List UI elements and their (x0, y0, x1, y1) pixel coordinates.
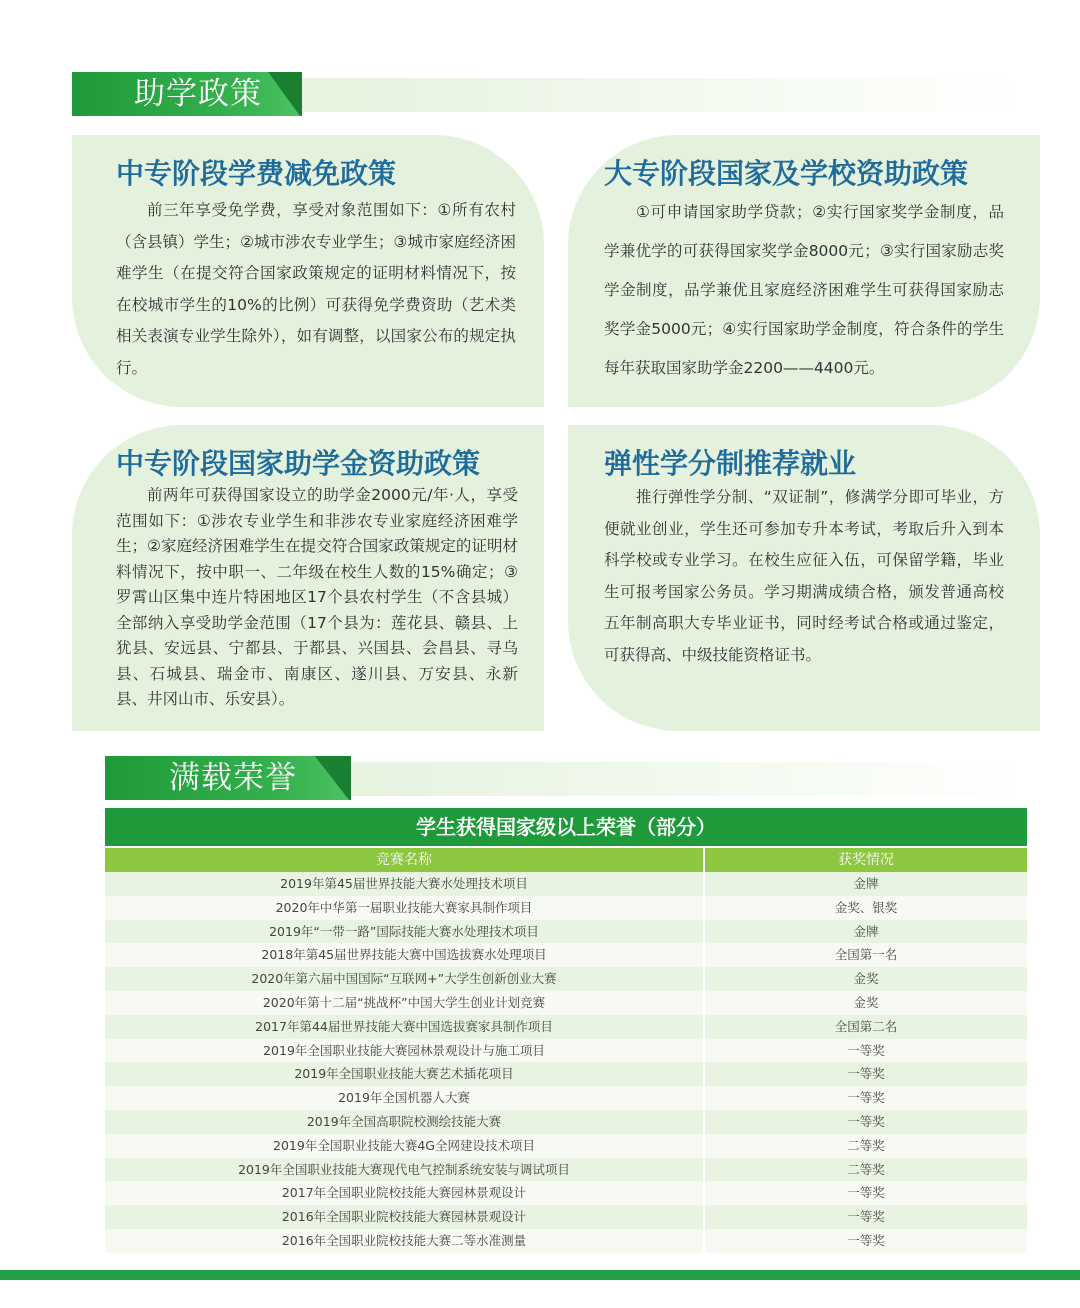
section-header-policy (72, 72, 1027, 116)
table-row (105, 1110, 1027, 1134)
policy-box-credit-system (568, 425, 1040, 731)
competition-name: 2019年全国职业技能大赛4G全网建设技术项目 (105, 1134, 705, 1158)
policy-box-college-aid (568, 135, 1040, 407)
award-result: 一等奖 (847, 1090, 885, 1106)
table-body (105, 872, 1027, 1253)
section-title: 助学政策 (134, 76, 262, 112)
competition-name: 2020年第六届中国国际“互联网+”大学生创新创业大赛 (105, 967, 705, 991)
table-row (105, 1181, 1027, 1205)
competition-name: 2017年全国职业院校技能大赛园林景观设计 (105, 1181, 705, 1205)
table-row (105, 943, 1027, 967)
table-row (105, 872, 1027, 896)
competition-name: 2016年全国职业院校技能大赛园林景观设计 (105, 1205, 705, 1229)
section-title: 满载荣誉 (169, 760, 297, 796)
policy-box-tuition (72, 135, 544, 407)
award-result: 金奖 (853, 971, 879, 987)
award-result: 全国第一名 (834, 947, 898, 963)
policy-box-grant (72, 425, 544, 731)
competition-name: 2016年全国职业院校技能大赛二等水准测量 (105, 1229, 705, 1253)
award-result: 全国第二名 (834, 1018, 898, 1034)
table-header (105, 848, 1027, 872)
table-row (105, 920, 1027, 944)
competition-name: 2019年全国职业技能大赛园林景观设计与施工项目 (105, 1039, 705, 1063)
table-row (105, 896, 1027, 920)
competition-name: 2019年第45届世界技能大赛水处理技术项目 (105, 872, 705, 896)
table-title: 学生获得国家级以上荣誉（部分） (105, 808, 1027, 846)
table-row (105, 1134, 1027, 1158)
table-row (105, 1229, 1027, 1253)
award-result: 二等奖 (847, 1161, 885, 1177)
honors-table (105, 808, 1027, 1253)
table-row (105, 967, 1027, 991)
award-result: 金牌 (853, 876, 879, 891)
section-header-honors (105, 756, 1027, 800)
competition-name: 2019年全国机器人大赛 (105, 1086, 705, 1110)
award-result: 一等奖 (847, 1232, 885, 1248)
policy-text: ①可申请国家助学贷款；②实行国家奖学金制度，品学兼优学的可获得国家奖学金8000元；③实行国家励志奖学金制度，品学兼优且家庭经济困难学生可获得国家励志奖学金5000元；④实行国家助学金制度，符合条件的学生每年获取国家助学金2200——4400元。 (604, 203, 1004, 377)
competition-name: 2018年第45届世界技能大赛中国选拔赛水处理项目 (105, 943, 705, 967)
column-header-award: 获奖情况 (838, 852, 894, 868)
policy-title: 中专阶段学费减免政策 (116, 157, 397, 190)
policy-text: 前两年可获得国家设立的助学金2000元/年·人，享受范围如下：①涉农专业学生和非涉农专业家庭经济困难学生；②家庭经济困难学生在提交符合国家政策规定的证明材料情况下，按中职一、二年级在校生人数的15%确定；③罗霄山区集中连片特困地区17个县农村学生（不含县城）全部纳入享受助学金范围（17个县为：莲花县、赣县、上犹县、安远县、宁都县、于都县、兴国县、会昌县、寻乌县、石城县、瑞金市、南康区、遂川县、万安县、永新县、井冈山市、乐安县）。 (116, 486, 518, 708)
award-result: 金牌 (853, 923, 879, 939)
award-result: 二等奖 (847, 1137, 885, 1153)
policy-text: 推行弹性学分制、“双证制”，修满学分即可毕业，方便就业创业，学生还可参加专升本考试，考取后升入到本科学校或专业学习。在校生应征入伍，可保留学籍，毕业生可报考国家公务员。学习期满成绩合格，颁发普通高校五年制高职大专毕业证书，同时经考试合格或通过鉴定，可获得高、中级技能资格证书。 (604, 488, 1004, 664)
competition-name: 2019年全国高职院校测绘技能大赛 (105, 1110, 705, 1134)
award-result: 一等奖 (847, 1113, 885, 1129)
policy-title: 中专阶段国家助学金资助政策 (116, 447, 481, 480)
award-result: 一等奖 (847, 1209, 885, 1225)
table-row (105, 1158, 1027, 1182)
policy-title: 大专阶段国家及学校资助政策 (604, 157, 969, 190)
table-row (105, 1205, 1027, 1229)
policy-text: 前三年享受免学费，享受对象范围如下：①所有农村（含县镇）学生；②城市涉农专业学生；③城市家庭经济困难学生（在提交符合国家政策规定的证明材料情况下，按在校城市学生的10%的比例）可获得免学费资助（艺术类相关表演专业学生除外），如有调整，以国家公布的规定执行。 (116, 201, 516, 377)
award-result: 一等奖 (847, 1042, 885, 1058)
competition-name: 2020年第十二届“挑战杯”中国大学生创业计划竞赛 (105, 991, 705, 1015)
award-result: 金奖 (853, 994, 879, 1010)
award-result: 一等奖 (847, 1185, 885, 1201)
table-row (105, 1086, 1027, 1110)
competition-name: 2019年全国职业技能大赛现代电气控制系统安装与调试项目 (105, 1158, 705, 1182)
award-result: 金奖、银奖 (834, 899, 898, 915)
competition-name: 2017年第44届世界技能大赛中国选拔赛家具制作项目 (105, 1015, 705, 1039)
footer-bar (0, 1270, 1080, 1280)
competition-name: 2019年“一带一路”国际技能大赛水处理技术项目 (105, 920, 705, 944)
competition-name: 2019年全国职业技能大赛艺术插花项目 (105, 1062, 705, 1086)
competition-name: 2020年中华第一届职业技能大赛家具制作项目 (105, 896, 705, 920)
table-row (105, 1015, 1027, 1039)
table-row (105, 991, 1027, 1015)
award-result: 一等奖 (847, 1066, 885, 1082)
table-row (105, 1062, 1027, 1086)
policy-title: 弹性学分制推荐就业 (604, 447, 857, 480)
column-header-name: 竞赛名称 (105, 848, 705, 872)
table-row (105, 1039, 1027, 1063)
